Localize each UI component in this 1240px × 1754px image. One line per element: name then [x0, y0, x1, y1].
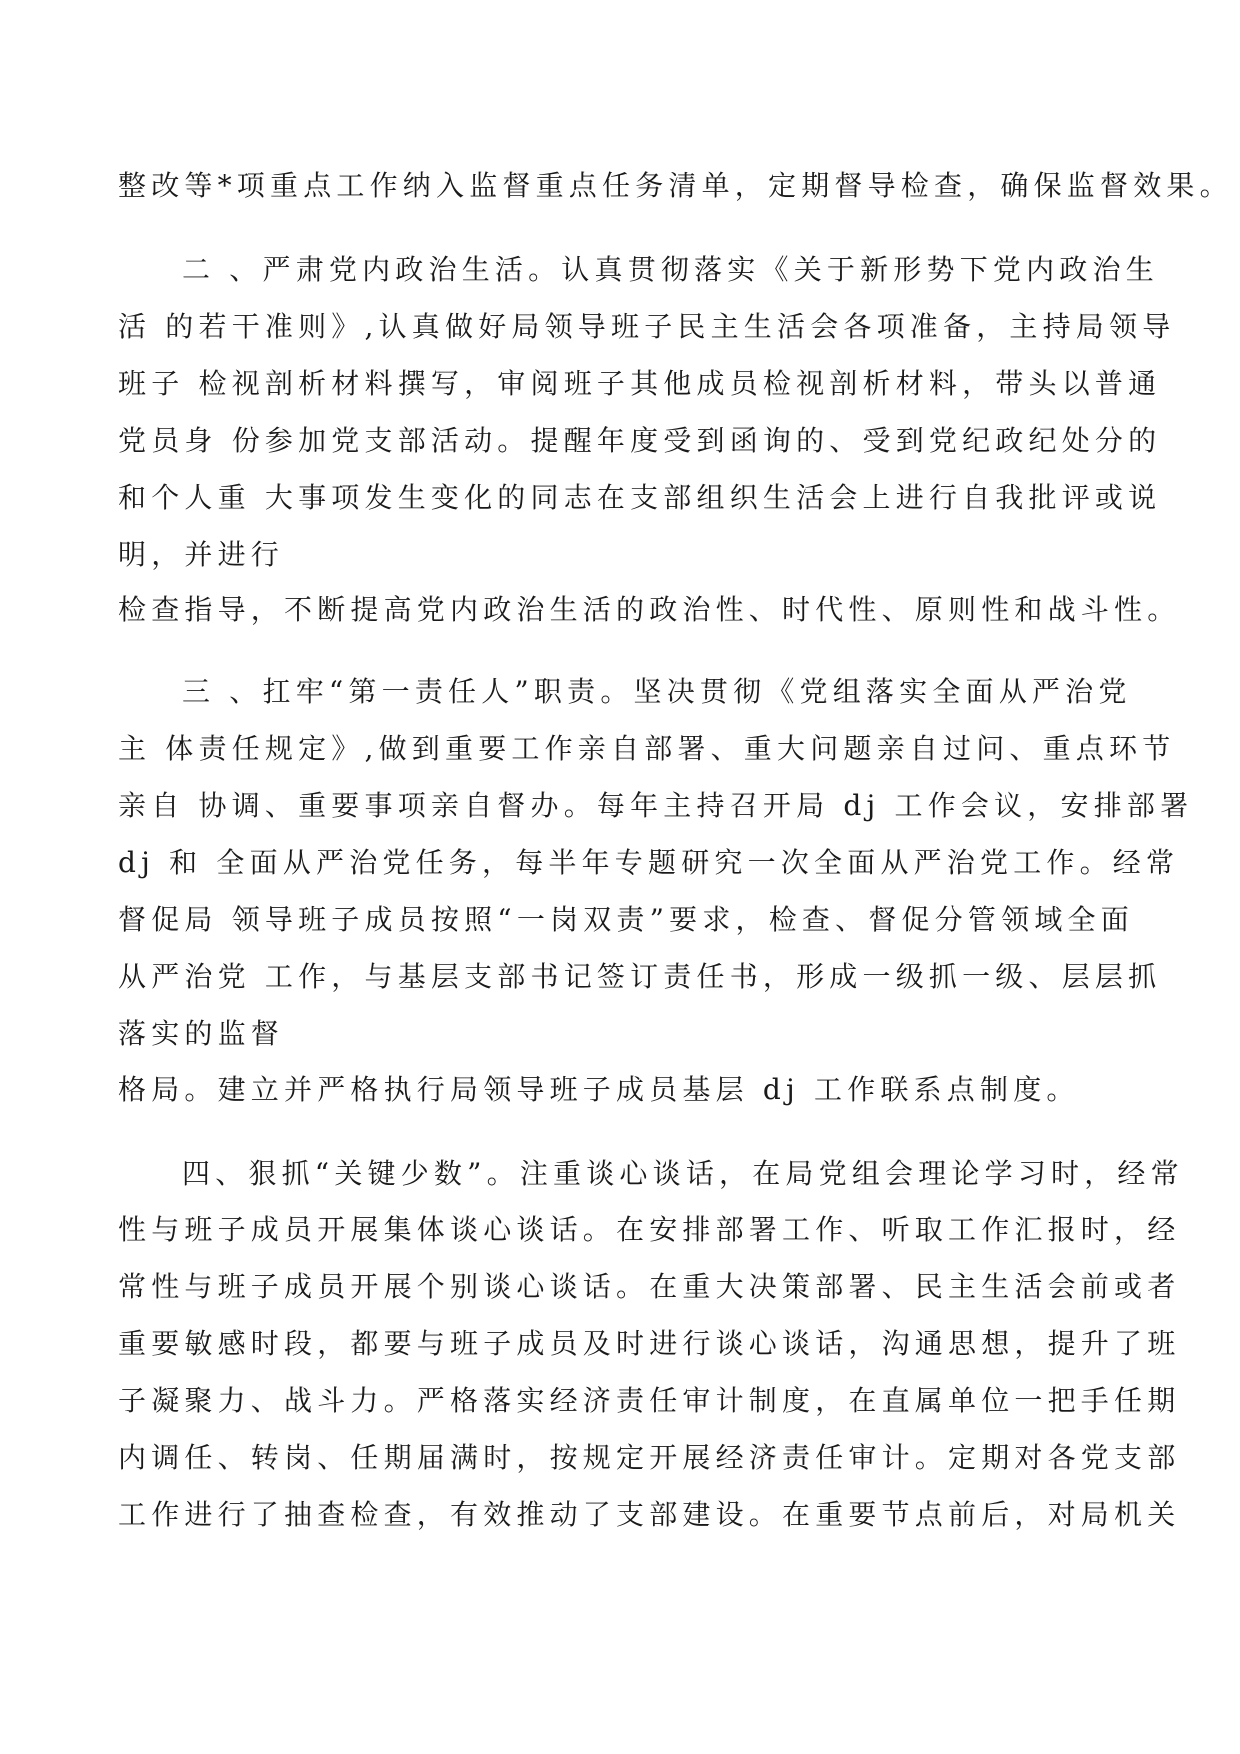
text-line: 督促局 领导班子成员按照“一岗双责”要求，检查、督促分管领域全面: [118, 903, 1134, 936]
text-line: 班子 检视剖析材料撰写，审阅班子其他成员检视剖析材料，带头以普通: [118, 367, 1162, 400]
text-line: 常性与班子成员开展个别谈心谈话。在重大决策部署、民主生活会前或者: [118, 1270, 1181, 1303]
text-line: 二 、严肃党内政治生活。认真贯彻落实《关于新形势下党内政治生: [182, 253, 1159, 286]
text-line: 亲自 协调、重要事项亲自督办。每年主持召开局 dj 工作会议，安排部署: [118, 789, 1194, 822]
text-line: 主 体责任规定》,做到重要工作亲自部署、重大问题亲自过问、重点环节: [118, 732, 1176, 765]
text-line: 和个人重 大事项发生变化的同志在支部组织生活会上进行自我批评或说: [118, 481, 1162, 514]
text-line: 四、狠抓“关键少数”。注重谈心谈话，在局党组会理论学习时，经常: [182, 1157, 1184, 1190]
text-line: 从严治党 工作，与基层支部书记签订责任书，形成一级抓一级、层层抓: [118, 960, 1162, 993]
text-line: 活 的若干准则》,认真做好局领导班子民主生活会各项准备，主持局领导: [118, 310, 1176, 343]
text-line: 检查指导，不断提高党内政治生活的政治性、时代性、原则性和战斗性。: [118, 593, 1181, 626]
text-line: 子凝聚力、战斗力。严格落实经济责任审计制度，在直属单位一把手任期: [118, 1384, 1181, 1417]
text-line: 明，并进行: [118, 538, 285, 571]
text-line: 党员身 份参加党支部活动。提醒年度受到函询的、受到党纪政纪处分的: [118, 424, 1162, 457]
text-line: 内调任、转岗、任期届满时，按规定开展经济责任审计。定期对各党支部: [118, 1441, 1181, 1474]
text-line: dj 和 全面从严治党任务，每半年专题研究一次全面从严治党工作。经常: [118, 846, 1180, 879]
text-line: 性与班子成员开展集体谈心谈话。在安排部署工作、听取工作汇报时，经: [118, 1213, 1181, 1246]
text-line: 工作进行了抽查检查，有效推动了支部建设。在重要节点前后，对局机关: [118, 1498, 1181, 1531]
text-line: 落实的监督: [118, 1017, 285, 1050]
text-line: 整改等*项重点工作纳入监督重点任务清单，定期督导检查，确保监督效果。: [118, 169, 1233, 202]
text-line: 格局。建立并严格执行局领导班子成员基层 dj 工作联系点制度。: [118, 1073, 1080, 1106]
text-line: 重要敏感时段，都要与班子成员及时进行谈心谈话，沟通思想，提升了班: [118, 1327, 1181, 1360]
text-line: 三 、扛牢“第一责任人”职责。坚决贯彻《党组落实全面从严治党: [182, 675, 1132, 708]
